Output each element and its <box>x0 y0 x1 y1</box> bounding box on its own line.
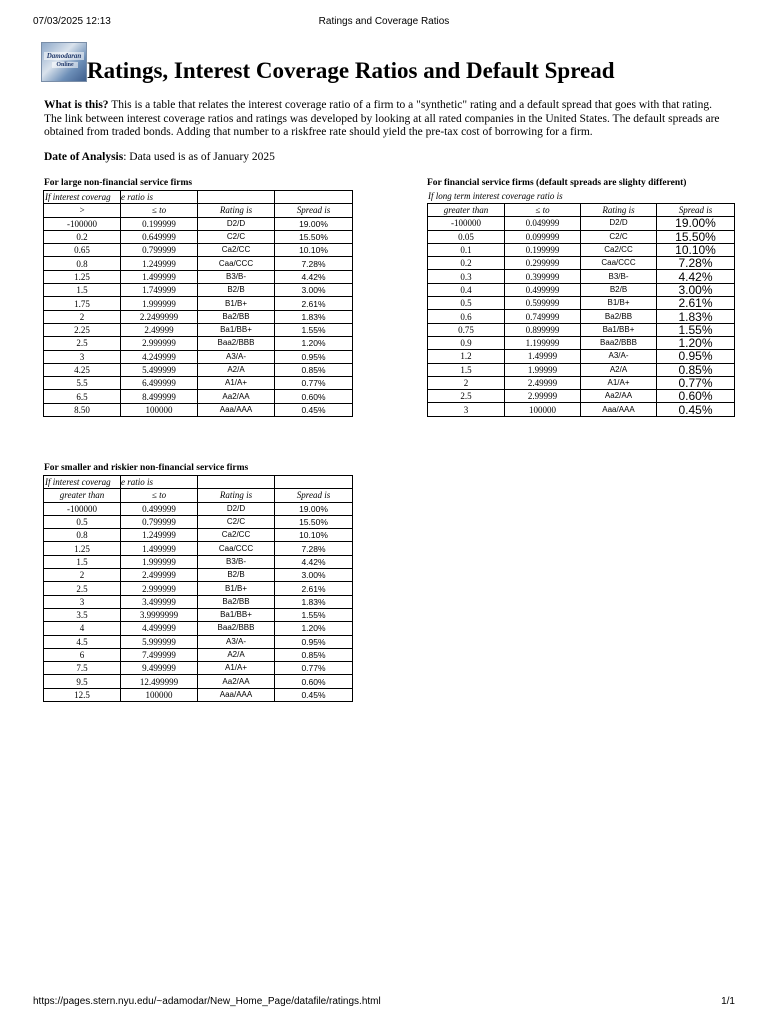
upper-bound-cell: 0.499999 <box>121 502 198 515</box>
empty-cell <box>275 191 353 204</box>
spread-cell: 1.83% <box>657 310 735 323</box>
rating-cell: B1/B+ <box>198 297 275 310</box>
rating-cell: B3/B- <box>198 270 275 283</box>
table-row <box>44 555 353 568</box>
header-cell: Spread is <box>275 489 353 502</box>
logo-line-1: Damodaran <box>44 52 84 60</box>
spread-cell: 0.77% <box>275 662 353 675</box>
table-row <box>44 390 353 403</box>
spread-cell: 15.50% <box>657 230 735 243</box>
upper-bound-cell: 0.499999 <box>505 283 581 296</box>
large-firms-table <box>43 190 353 417</box>
spread-cell: 3.00% <box>275 569 353 582</box>
rating-cell: Ba1/BB+ <box>198 323 275 336</box>
spread-cell: 15.50% <box>275 230 353 243</box>
lower-bound-cell: 3 <box>44 350 121 363</box>
table-row <box>428 336 735 349</box>
rating-cell: B2/B <box>581 283 657 296</box>
rating-cell: Aaa/AAA <box>198 688 275 701</box>
logo-line-2: Online <box>52 62 78 68</box>
table-row <box>428 376 735 389</box>
header-row <box>44 489 353 502</box>
lower-bound-cell: 0.2 <box>44 230 121 243</box>
header-cell: Spread is <box>275 204 353 217</box>
spread-cell: 0.45% <box>275 688 353 701</box>
table-row <box>428 297 735 310</box>
spread-cell: 0.77% <box>657 376 735 389</box>
damodaran-online-logo[interactable] <box>41 42 87 82</box>
rating-cell: Baa2/BBB <box>198 337 275 350</box>
date-text: : Data used is as of January 2025 <box>123 151 275 163</box>
spread-cell: 19.00% <box>657 217 735 230</box>
intro-paragraph <box>44 99 726 140</box>
header-cell: greater than <box>44 489 121 502</box>
spread-cell: 4.42% <box>275 270 353 283</box>
table-row <box>44 529 353 542</box>
lower-bound-cell: 1.5 <box>428 363 505 376</box>
spread-cell: 7.28% <box>657 257 735 270</box>
rating-cell: Ba2/BB <box>581 310 657 323</box>
rating-cell: Aaa/AAA <box>198 403 275 416</box>
financial-hint: If long term interest coverage ratio is <box>428 191 563 201</box>
upper-bound-cell: 6.499999 <box>121 377 198 390</box>
rating-cell: D2/D <box>581 217 657 230</box>
rating-cell: A1/A+ <box>198 662 275 675</box>
lower-bound-cell: 1.2 <box>428 350 505 363</box>
spread-cell: 0.60% <box>275 675 353 688</box>
rating-cell: A2/A <box>198 363 275 376</box>
rating-cell: B2/B <box>198 284 275 297</box>
page-number: 1/1 <box>721 996 735 1007</box>
rating-cell: A1/A+ <box>581 376 657 389</box>
upper-bound-cell: 5.499999 <box>121 363 198 376</box>
upper-bound-cell: 1.999999 <box>121 297 198 310</box>
header-row <box>44 204 353 217</box>
spread-cell: 19.00% <box>275 502 353 515</box>
rating-cell: Aa2/AA <box>198 390 275 403</box>
upper-bound-cell: 2.999999 <box>121 582 198 595</box>
spread-cell: 0.85% <box>275 363 353 376</box>
upper-bound-cell: 8.499999 <box>121 390 198 403</box>
rating-cell: A2/A <box>198 648 275 661</box>
spread-cell: 0.95% <box>657 350 735 363</box>
lower-bound-cell: 0.5 <box>44 515 121 528</box>
spread-cell: 1.55% <box>657 323 735 336</box>
lower-bound-cell: 4.25 <box>44 363 121 376</box>
table-row <box>428 257 735 270</box>
lower-bound-cell: 2.5 <box>428 390 505 403</box>
spread-cell: 15.50% <box>275 515 353 528</box>
upper-bound-cell: 1.499999 <box>121 270 198 283</box>
spread-cell: 1.20% <box>657 336 735 349</box>
lower-bound-cell: 0.1 <box>428 243 505 256</box>
table-row <box>44 595 353 608</box>
table-row <box>44 569 353 582</box>
upper-bound-cell: 0.199999 <box>505 243 581 256</box>
lower-bound-cell: 2 <box>44 569 121 582</box>
rating-cell: Baa2/BBB <box>198 622 275 635</box>
spread-cell: 10.10% <box>275 244 353 257</box>
spread-cell: 2.61% <box>275 297 353 310</box>
lower-bound-cell: 0.75 <box>428 323 505 336</box>
rating-cell: Aa2/AA <box>581 390 657 403</box>
rating-cell: Baa2/BBB <box>581 336 657 349</box>
upper-bound-cell: 0.299999 <box>505 257 581 270</box>
table-row <box>428 217 735 230</box>
lower-bound-cell: 1.25 <box>44 542 121 555</box>
spread-cell: 4.42% <box>275 555 353 568</box>
header-cell: Spread is <box>657 204 735 217</box>
table-row <box>44 582 353 595</box>
table-row <box>44 230 353 243</box>
table-row <box>44 515 353 528</box>
header-cell: ≤ to <box>121 489 198 502</box>
upper-bound-cell: 2.499999 <box>121 569 198 582</box>
table-row <box>44 323 353 336</box>
table-row <box>428 350 735 363</box>
empty-cell <box>198 191 275 204</box>
rating-cell: A3/A- <box>198 635 275 648</box>
upper-bound-cell: 0.899999 <box>505 323 581 336</box>
lower-bound-cell: 0.8 <box>44 257 121 270</box>
spread-cell: 0.45% <box>657 403 735 416</box>
lower-bound-cell: 4.5 <box>44 635 121 648</box>
rating-cell: Caa/CCC <box>581 257 657 270</box>
upper-bound-cell: 100000 <box>121 403 198 416</box>
rating-cell: Aa2/AA <box>198 675 275 688</box>
upper-bound-cell: 3.499999 <box>121 595 198 608</box>
lower-bound-cell: 0.5 <box>428 297 505 310</box>
upper-bound-cell: 3.9999999 <box>121 608 198 621</box>
table-row <box>428 403 735 416</box>
date-of-analysis <box>44 151 275 163</box>
upper-bound-cell: 0.399999 <box>505 270 581 283</box>
lower-bound-cell: 1.25 <box>44 270 121 283</box>
spread-cell: 1.20% <box>275 622 353 635</box>
lower-bound-cell: 3 <box>428 403 505 416</box>
upper-bound-cell: 4.249999 <box>121 350 198 363</box>
lower-bound-cell: -100000 <box>44 217 121 230</box>
lower-bound-cell: 4 <box>44 622 121 635</box>
spread-cell: 10.10% <box>657 243 735 256</box>
lower-bound-cell: 2.25 <box>44 323 121 336</box>
rating-cell: B3/B- <box>581 270 657 283</box>
header-cell: greater than <box>428 204 505 217</box>
spread-cell: 0.95% <box>275 350 353 363</box>
small-firms-table <box>43 475 353 702</box>
lower-bound-cell: 0.4 <box>428 283 505 296</box>
header-cell: Rating is <box>198 204 275 217</box>
spread-cell: 7.28% <box>275 257 353 270</box>
hint-cell <box>44 476 121 489</box>
upper-bound-cell: 1.199999 <box>505 336 581 349</box>
lower-bound-cell: 2 <box>44 310 121 323</box>
lower-bound-cell: 2 <box>428 376 505 389</box>
table-row <box>428 363 735 376</box>
large-firms-title: For large non-financial service firms <box>44 178 193 188</box>
spread-cell: 1.20% <box>275 337 353 350</box>
table-row <box>428 310 735 323</box>
rating-cell: D2/D <box>198 502 275 515</box>
spread-cell: 1.83% <box>275 595 353 608</box>
small-firms-title: For smaller and riskier non-financial service firms <box>44 463 249 473</box>
rating-cell: Caa/CCC <box>198 542 275 555</box>
table-row <box>44 688 353 701</box>
spread-cell: 10.10% <box>275 529 353 542</box>
header-row <box>428 204 735 217</box>
upper-bound-cell: 1.749999 <box>121 284 198 297</box>
lower-bound-cell: 0.2 <box>428 257 505 270</box>
upper-bound-cell: 2.999999 <box>121 337 198 350</box>
lower-bound-cell: 1.5 <box>44 284 121 297</box>
upper-bound-cell: 0.199999 <box>121 217 198 230</box>
lower-bound-cell: 12.5 <box>44 688 121 701</box>
header-cell: Rating is <box>581 204 657 217</box>
upper-bound-cell: 1.499999 <box>121 542 198 555</box>
hint-cell-2 <box>121 191 198 204</box>
lower-bound-cell: 0.9 <box>428 336 505 349</box>
lower-bound-cell: 3 <box>44 595 121 608</box>
rating-cell: Ba1/BB+ <box>198 608 275 621</box>
empty-cell <box>275 476 353 489</box>
spread-cell: 1.55% <box>275 608 353 621</box>
lower-bound-cell: 1.75 <box>44 297 121 310</box>
upper-bound-cell: 5.999999 <box>121 635 198 648</box>
rating-cell: C2/C <box>198 515 275 528</box>
table-row <box>428 323 735 336</box>
table-row <box>428 390 735 403</box>
rating-cell: B3/B- <box>198 555 275 568</box>
table-row <box>44 244 353 257</box>
table-hint-row <box>44 476 353 489</box>
table-row <box>44 542 353 555</box>
lower-bound-cell: 6 <box>44 648 121 661</box>
table-row <box>428 283 735 296</box>
rating-cell: B1/B+ <box>198 582 275 595</box>
financial-firms-title: For financial service firms (default spreads are slighty different) <box>427 178 687 188</box>
spread-cell: 0.77% <box>275 377 353 390</box>
spread-cell: 0.85% <box>657 363 735 376</box>
spread-cell: 2.61% <box>275 582 353 595</box>
rating-cell: C2/C <box>581 230 657 243</box>
rating-cell: A2/A <box>581 363 657 376</box>
lower-bound-cell: -100000 <box>44 502 121 515</box>
spread-cell: 0.85% <box>275 648 353 661</box>
print-header <box>33 16 735 30</box>
table-row <box>44 310 353 323</box>
header-cell: ≤ to <box>505 204 581 217</box>
spread-cell: 1.55% <box>275 323 353 336</box>
table-row <box>44 662 353 675</box>
table-row <box>428 230 735 243</box>
table-row <box>44 284 353 297</box>
lower-bound-cell: 7.5 <box>44 662 121 675</box>
upper-bound-cell: 9.499999 <box>121 662 198 675</box>
upper-bound-cell: 0.099999 <box>505 230 581 243</box>
rating-cell: B1/B+ <box>581 297 657 310</box>
table-row <box>44 608 353 621</box>
lower-bound-cell: 9.5 <box>44 675 121 688</box>
date-label: Date of Analysis <box>44 151 124 163</box>
lower-bound-cell: 0.6 <box>428 310 505 323</box>
table-row <box>44 270 353 283</box>
spread-cell: 0.60% <box>657 390 735 403</box>
hint-text-b: e ratio is <box>121 477 154 488</box>
spread-cell: 2.61% <box>657 297 735 310</box>
table-row <box>44 350 353 363</box>
lower-bound-cell: 5.5 <box>44 377 121 390</box>
lower-bound-cell: 2.5 <box>44 337 121 350</box>
spread-cell: 19.00% <box>275 217 353 230</box>
hint-text-b: e ratio is <box>121 192 154 203</box>
print-datetime: 07/03/2025 12:13 <box>33 16 111 27</box>
spread-cell: 3.00% <box>275 284 353 297</box>
lower-bound-cell: 8.50 <box>44 403 121 416</box>
upper-bound-cell: 100000 <box>121 688 198 701</box>
upper-bound-cell: 1.999999 <box>121 555 198 568</box>
upper-bound-cell: 0.799999 <box>121 515 198 528</box>
header-cell: > <box>44 204 121 217</box>
header-cell: Rating is <box>198 489 275 502</box>
upper-bound-cell: 0.599999 <box>505 297 581 310</box>
spread-cell: 4.42% <box>657 270 735 283</box>
rating-cell: Ca2/CC <box>581 243 657 256</box>
upper-bound-cell: 2.49999 <box>121 323 198 336</box>
rating-cell: C2/C <box>198 230 275 243</box>
rating-cell: Ba2/BB <box>198 595 275 608</box>
upper-bound-cell: 12.499999 <box>121 675 198 688</box>
rating-cell: B2/B <box>198 569 275 582</box>
rating-cell: A1/A+ <box>198 377 275 390</box>
header-cell: ≤ to <box>121 204 198 217</box>
upper-bound-cell: 0.749999 <box>505 310 581 323</box>
upper-bound-cell: 0.799999 <box>121 244 198 257</box>
financial-firms-table <box>427 203 735 417</box>
rating-cell: Ca2/CC <box>198 244 275 257</box>
table-row <box>44 217 353 230</box>
table-hint-row <box>44 191 353 204</box>
lower-bound-cell: 0.05 <box>428 230 505 243</box>
print-footer <box>33 996 735 1010</box>
hint-text-a: If interest coverag <box>45 192 111 203</box>
upper-bound-cell: 100000 <box>505 403 581 416</box>
rating-cell: Caa/CCC <box>198 257 275 270</box>
table-row <box>428 243 735 256</box>
rating-cell: Ba1/BB+ <box>581 323 657 336</box>
intro-label: What is this? <box>44 99 109 111</box>
hint-cell <box>44 191 121 204</box>
table-row <box>428 270 735 283</box>
spread-cell: 3.00% <box>657 283 735 296</box>
rating-cell: A3/A- <box>198 350 275 363</box>
lower-bound-cell: 0.65 <box>44 244 121 257</box>
table-row <box>44 502 353 515</box>
spread-cell: 7.28% <box>275 542 353 555</box>
empty-cell <box>198 476 275 489</box>
table-row <box>44 297 353 310</box>
rating-cell: A3/A- <box>581 350 657 363</box>
spread-cell: 0.60% <box>275 390 353 403</box>
upper-bound-cell: 2.99999 <box>505 390 581 403</box>
table-row <box>44 622 353 635</box>
upper-bound-cell: 4.499999 <box>121 622 198 635</box>
table-row <box>44 363 353 376</box>
rating-cell: Aaa/AAA <box>581 403 657 416</box>
rating-cell: Ca2/CC <box>198 529 275 542</box>
upper-bound-cell: 1.249999 <box>121 529 198 542</box>
print-url: https://pages.stern.nyu.edu/~adamodar/New_Home_Page/datafile/ratings.html <box>33 996 381 1007</box>
upper-bound-cell: 0.049999 <box>505 217 581 230</box>
spread-cell: 0.95% <box>275 635 353 648</box>
lower-bound-cell: 1.5 <box>44 555 121 568</box>
hint-cell-2 <box>121 476 198 489</box>
intro-text: This is a table that relates the interest coverage ratio of a firm to a "synthetic" rating and a default spread that goes with that rating. The link between interest coverage ratios and ratings was developed by looking at all rated companies in the United States. The default spreads are obtained from traded bonds. Adding that number to a riskfree rate should yield the pre-tax cost of borrowing for a firm. <box>44 99 720 138</box>
rating-cell: D2/D <box>198 217 275 230</box>
table-row <box>44 675 353 688</box>
table-row <box>44 257 353 270</box>
page-title: Ratings, Interest Coverage Ratios and Default Spread <box>87 58 615 83</box>
rating-cell: Ba2/BB <box>198 310 275 323</box>
table-row <box>44 635 353 648</box>
upper-bound-cell: 2.49999 <box>505 376 581 389</box>
hint-text-a: If interest coverag <box>45 477 111 488</box>
table-row <box>44 377 353 390</box>
table-row <box>44 403 353 416</box>
lower-bound-cell: 3.5 <box>44 608 121 621</box>
spread-cell: 0.45% <box>275 403 353 416</box>
upper-bound-cell: 0.649999 <box>121 230 198 243</box>
lower-bound-cell: 2.5 <box>44 582 121 595</box>
lower-bound-cell: 6.5 <box>44 390 121 403</box>
table-row <box>44 337 353 350</box>
lower-bound-cell: 0.3 <box>428 270 505 283</box>
upper-bound-cell: 7.499999 <box>121 648 198 661</box>
print-page-title: Ratings and Coverage Ratios <box>318 16 450 27</box>
table-row <box>44 648 353 661</box>
upper-bound-cell: 1.249999 <box>121 257 198 270</box>
spread-cell: 1.83% <box>275 310 353 323</box>
lower-bound-cell: 0.8 <box>44 529 121 542</box>
upper-bound-cell: 2.2499999 <box>121 310 198 323</box>
upper-bound-cell: 1.49999 <box>505 350 581 363</box>
lower-bound-cell: -100000 <box>428 217 505 230</box>
upper-bound-cell: 1.99999 <box>505 363 581 376</box>
